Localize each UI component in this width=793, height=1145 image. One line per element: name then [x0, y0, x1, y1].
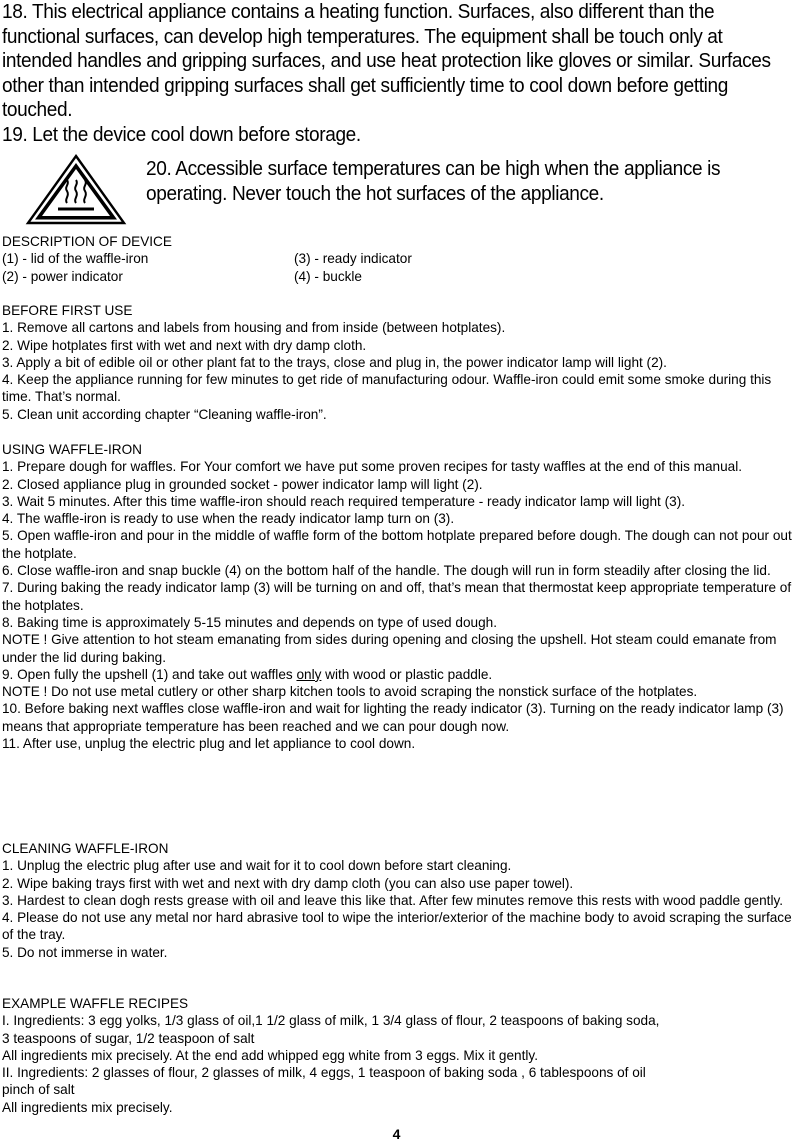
part-1: (1) - lid of the waffle-iron — [2, 251, 149, 267]
description-row — [2, 250, 793, 267]
note: NOTE ! Give attention to hot steam emanating from sides during opening and closing the upshell. Hot steam could emanate from under the lid during baking. — [2, 632, 777, 665]
list-item: 3. Hardest to clean dogh rests grease with oil and leave this like that. After few minutes remove this rests with wood paddle gently. — [2, 892, 784, 908]
list-item: 3. Wait 5 minutes. After this time waffle-iron should reach required temperature - ready indicator lamp will light (3). — [2, 493, 685, 509]
intro-block — [2, 0, 793, 147]
part-3: (3) - ready indicator — [294, 251, 412, 267]
intro-item-18: 18. This electrical appliance contains a heating function. Surfaces, also different than the functional surfaces, can develop high temperatures. The equipment shall be touch only at intended handles and gripping surfaces, and use heat protection like gloves or similar. Surfaces other than intended gripping surfaces shall get sufficiently time to cool down before getting touched. — [2, 0, 771, 121]
part-2: (2) - power indicator — [2, 268, 123, 284]
using-heading: USING WAFFLE-IRON — [2, 442, 142, 457]
list-item: 2. Closed appliance plug in grounded socket - power indicator lamp will light (2). — [2, 476, 483, 492]
list-item: 8. Baking time is approximately 5-15 minutes and depends on type of used dough. — [2, 614, 497, 630]
recipes-section — [2, 995, 793, 1116]
description-heading: DESCRIPTION OF DEVICE — [2, 234, 172, 249]
before-first-use-section — [2, 302, 793, 423]
note: NOTE ! Do not use metal cutlery or other sharp kitchen tools to avoid scraping the nonstick surface of the hotplates. — [2, 684, 698, 700]
using-section — [2, 441, 793, 752]
underlined-only: only — [296, 666, 322, 682]
cleaning-heading: CLEANING WAFFLE-IRON — [2, 841, 169, 856]
list-item: 10. Before baking next waffles close waffle-iron and wait for lighting the ready indicator (3). Turning on the ready indicator lamp (3) means that appropriate temperature has been reached and we can pour dough now. — [2, 701, 784, 734]
intro-item-20 — [146, 157, 793, 206]
recipe-line: All ingredients mix precisely. At the end add whipped egg white from 3 eggs. Mix it gently. — [2, 1047, 538, 1063]
recipe-line: 3 teaspoons of sugar, 1/2 teaspoon of salt — [2, 1030, 255, 1046]
part-4: (4) - buckle — [294, 268, 362, 284]
step-9-text: 9. Open fully the upshell (1) and take out waffles — [2, 666, 297, 682]
list-item: 4. Keep the appliance running for few minutes to get ride of manufacturing odour. Waffle-iron could emit some smoke during this time. That’s normal. — [2, 372, 772, 405]
cleaning-section — [2, 840, 793, 961]
item-20-line-2: operating. Never touch the hot surfaces of the appliance. — [146, 181, 604, 205]
recipe-line: pinch of salt — [2, 1082, 75, 1098]
list-item: 6. Close waffle-iron and snap buckle (4) on the bottom half of the handle. The dough will run in form steadily after closing the lid. — [2, 563, 771, 579]
step-9-text-end: with wood or plastic paddle. — [321, 666, 493, 682]
list-item: 2. Wipe baking trays first with wet and next with dry damp cloth (you can also use paper towel). — [2, 875, 574, 891]
list-item: 4. Please do not use any metal nor hard abrasive tool to wipe the interior/exterior of the machine body to avoid scraping the surface of the tray. — [2, 910, 792, 943]
list-item: 11. After use, unplug the electric plug and let appliance to cool down. — [2, 736, 416, 752]
list-item: 4. The waffle-iron is ready to use when the ready indicator lamp turn on (3). — [2, 511, 455, 527]
recipe-line: II. Ingredients: 2 glasses of flour, 2 glasses of milk, 4 eggs, 1 teaspoon of baking soda , 6 tablespoons of oil — [2, 1065, 646, 1081]
list-item: 7. During baking the ready indicator lamp (3) will be turning on and off, that’s mean that thermostat keep appropriate temperature of the hotplates. — [2, 580, 792, 613]
list-item: 1. Unplug the electric plug after use and wait for it to cool down before start cleaning. — [2, 858, 512, 874]
list-item: 3. Apply a bit of edible oil or other plant fat to the trays, close and plug in, the power indicator lamp will light (2). — [2, 354, 667, 370]
before-first-use-heading: BEFORE FIRST USE — [2, 303, 133, 318]
recipe-line: I. Ingredients: 3 egg yolks, 1/3 glass of oil,1 1/2 glass of milk, 1 3/4 glass of flour, 2 teaspoons of baking soda, — [2, 1013, 660, 1029]
page-number: 4 — [392, 1126, 401, 1142]
item-20-line-1: 20. Accessible surface temperatures can be high when the appliance is — [146, 157, 721, 180]
list-item: 5. Clean unit according chapter “Cleaning waffle-iron”. — [2, 406, 327, 422]
list-item: 5. Do not immerse in water. — [2, 944, 168, 960]
description-row — [2, 268, 793, 285]
list-item: 1. Prepare dough for waffles. For Your comfort we have put some proven recipes for tasty waffles at the end of this manual. — [2, 459, 743, 475]
recipes-heading: EXAMPLE WAFFLE RECIPES — [2, 996, 189, 1011]
intro-item-19: 19. Let the device cool down before storage. — [2, 122, 361, 146]
list-item: 1. Remove all cartons and labels from housing and from inside (between hotplates). — [2, 320, 506, 336]
description-section — [2, 233, 793, 285]
list-item: 5. Open waffle-iron and pour in the middle of waffle form of the bottom hotplate prepared before dough. The dough can not pour out the hotplate. — [2, 528, 792, 561]
hot-surface-warning-icon — [24, 153, 128, 225]
recipe-line: All ingredients mix precisely. — [2, 1099, 173, 1115]
list-item — [2, 666, 793, 683]
list-item: 2. Wipe hotplates first with wet and next with dry damp cloth. — [2, 337, 367, 353]
